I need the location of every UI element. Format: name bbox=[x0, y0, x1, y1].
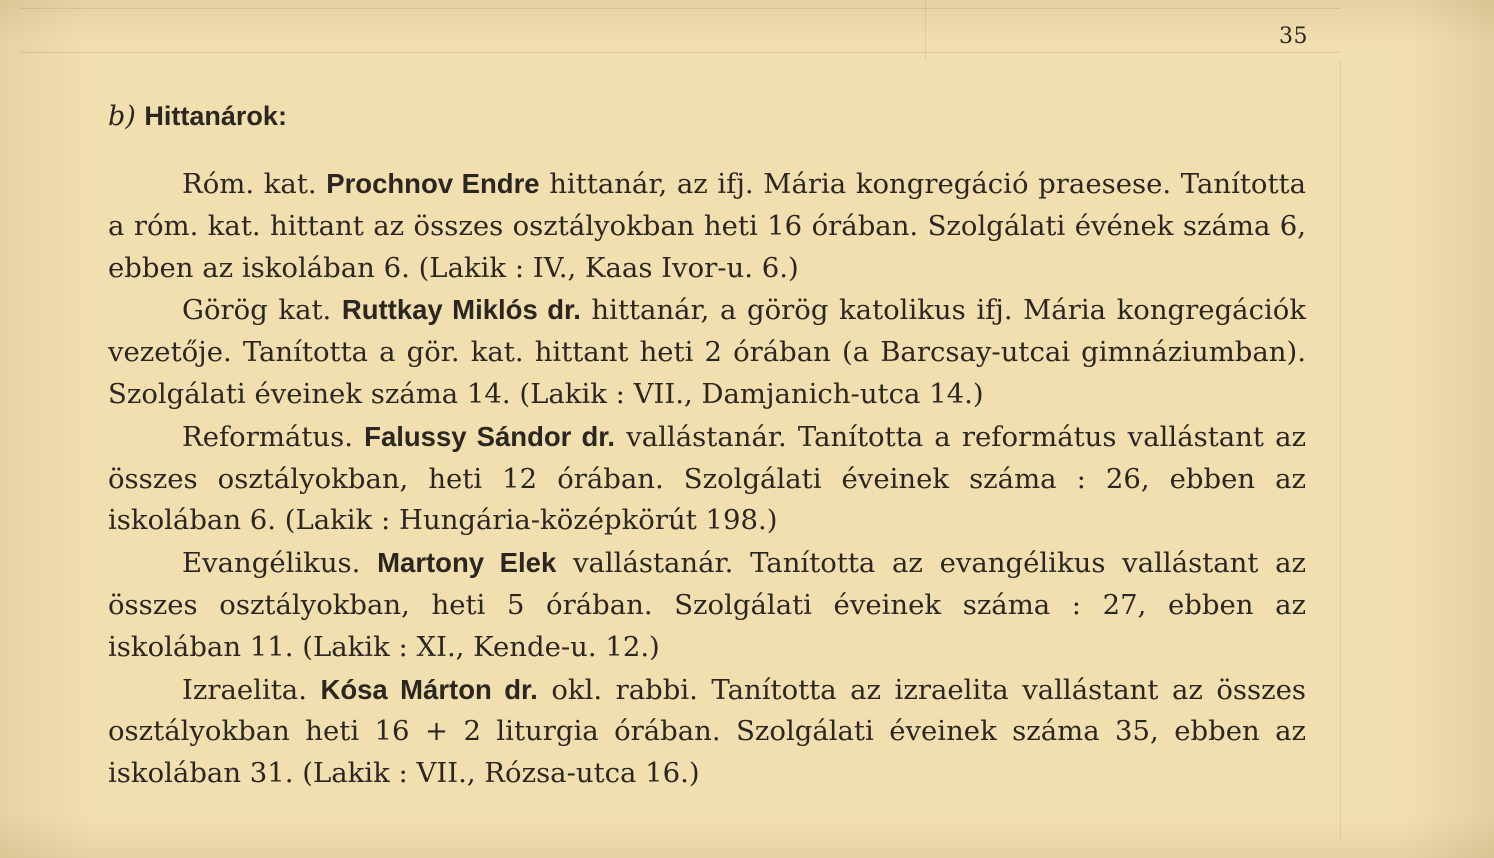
teacher-description: vallástanár. Tanította az evangélikus vallástant az összes osztályokban, heti 5 órában. Szolgálati éveinek száma : 27, ebben az iskolában 11. (Lakik : XI., Kende-u. 12.) bbox=[108, 547, 1306, 663]
teacher-description: hittanár, az ifj. Mária kongregáció praesese. Tanította a róm. kat. hittant az összes osztályokban heti 16 órában. Szolgálati évének száma 6, ebben az iskolában 6. (Lakik : IV., Kaas Ivor-u. 6.) bbox=[108, 168, 1306, 284]
denomination: Evangélikus. bbox=[182, 547, 378, 580]
teacher-entry bbox=[108, 669, 1306, 795]
teacher-description: vallástanár. Tanította a református vallástant az összes osztályokban, heti 12 órában. Szolgálati éveinek száma : 26, ebben az iskolában 6. (Lakik : Hungária-középkörút 198.) bbox=[108, 420, 1306, 537]
bleed-through-rule bbox=[20, 52, 1340, 53]
bleed-through-rule bbox=[925, 0, 926, 60]
teacher-list bbox=[108, 163, 1306, 795]
teacher-entry bbox=[108, 542, 1306, 668]
bleed-through-rule bbox=[1340, 60, 1341, 840]
teacher-name: Martony Elek bbox=[377, 547, 557, 579]
teacher-entry bbox=[108, 289, 1306, 415]
teacher-name: Falussy Sándor dr. bbox=[364, 420, 616, 452]
bleed-through-rule bbox=[20, 8, 1340, 9]
section-heading bbox=[108, 96, 287, 137]
teacher-description: okl. rabbi. Tanította az izraelita vallástant az összes osztályokban heti 16 + 2 liturgia órában. Szolgálati éveinek száma 35, ebben az iskolában 31. (Lakik : VII., Rózsa-utca 16.) bbox=[108, 673, 1306, 790]
section-title: Hittanárok bbox=[144, 101, 278, 131]
teacher-name: Ruttkay Miklós dr. bbox=[341, 294, 581, 326]
teacher-name: Prochnov Endre bbox=[326, 168, 540, 199]
denomination: Görög kat. bbox=[182, 294, 342, 327]
denomination: Református. bbox=[182, 420, 365, 453]
teacher-description: hittanár, a görög katolikus ifj. Mária kongregációk vezetője. Tanította a gör. kat. hittant heti 2 órában (a Barcsay-utcai gimnáziumban). Szolgálati éveinek száma 14. (Lakik : VII., Damjanich-utca 14.) bbox=[108, 294, 1306, 410]
section-title-colon: : bbox=[277, 101, 287, 131]
teacher-entry bbox=[108, 163, 1306, 289]
denomination: Izraelita. bbox=[182, 673, 321, 706]
teacher-entry bbox=[108, 416, 1306, 542]
page-number: 35 bbox=[1279, 24, 1308, 49]
denomination: Róm. kat. bbox=[182, 168, 327, 200]
section-marker: b) bbox=[108, 101, 136, 132]
teacher-name: Kósa Márton dr. bbox=[320, 673, 538, 705]
